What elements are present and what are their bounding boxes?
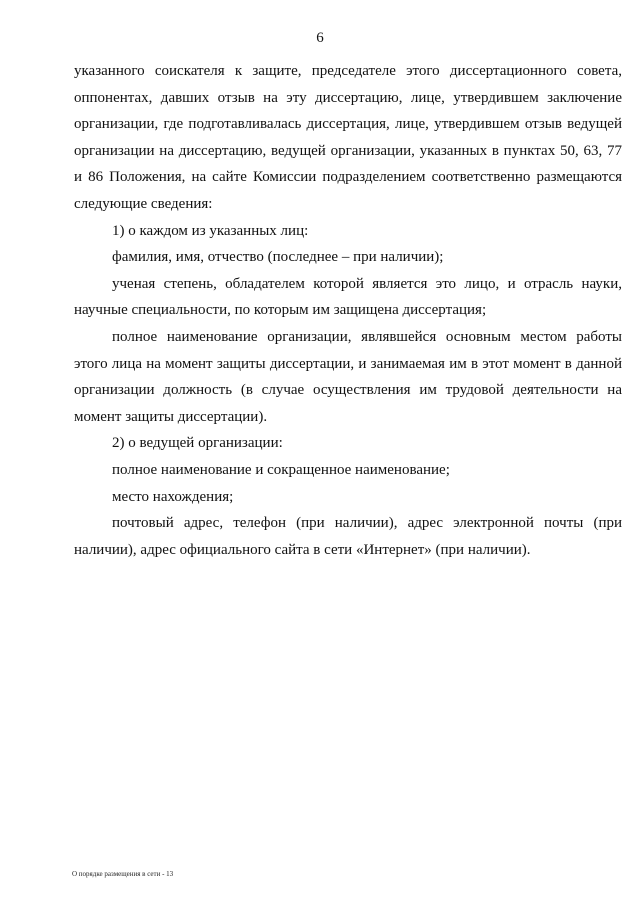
paragraph-workplace: полное наименование организации, являвшейся основным местом работы этого лица на момент защиты диссертации, и занимаемая им в этот момент в данной организации должность (в случае осуществления им трудовой деятельности на момент защиты диссертации).: [74, 328, 622, 425]
paragraph-item-2-heading: 2) о ведущей организации:: [112, 435, 283, 452]
paragraph-location: место нахождения;: [112, 488, 234, 505]
footer-note: О порядке размещения в сети - 13: [72, 870, 174, 878]
paragraph-organization-names: полное наименование и сокращенное наименование;: [112, 461, 450, 478]
paragraph-full-name: фамилия, имя, отчество (последнее – при наличии);: [112, 249, 444, 266]
page-number: 6: [316, 30, 324, 46]
paragraph-contacts: почтовый адрес, телефон (при наличии), адрес электронной почты (при наличии), адрес официального сайта в сети «Интернет» (при наличии).: [74, 515, 622, 558]
paragraph-academic-degree: ученая степень, обладателем которой является это лицо, и отрасль науки, научные специальности, по которым им защищена диссертация;: [74, 275, 622, 319]
document-body: [74, 58, 622, 563]
paragraph-item-1-heading: 1) о каждом из указанных лиц:: [112, 222, 309, 239]
paragraph-intro: указанного соискателя к защите, председателе этого диссертационного совета, оппонентах, давших отзыв на эту диссертацию, лице, утвердившем заключение организации, где подготавливалась диссертация, лице, утвердившем отзыв ведущей организации на диссертацию, ведущей организации, указанных в пунктах 50, 63, 77 и 86 Положения, на сайте Комиссии подразделением соответственно размещаются следующие сведения:: [74, 63, 622, 212]
